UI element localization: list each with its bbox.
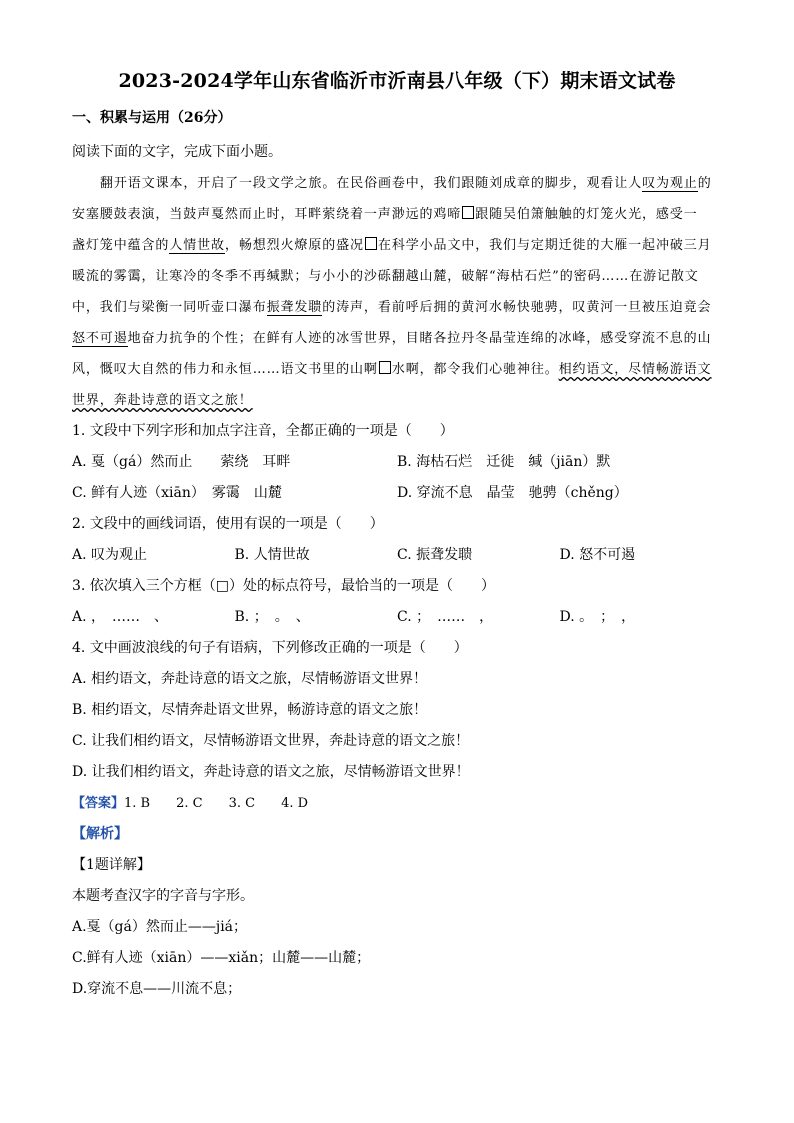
- question-1-options-row: [72, 478, 722, 509]
- underlined-phrase: 怒不可遏: [72, 331, 128, 346]
- answer-item: 4. D: [281, 796, 309, 811]
- option-b: B. 海枯石烂 迁徙 缄（jiān）默: [397, 454, 611, 470]
- underlined-phrase: 人情世故: [169, 238, 225, 253]
- option-d: D. 。 ； ，: [559, 609, 636, 625]
- answer-row: [72, 788, 722, 819]
- option-b: B. ； 。 、: [234, 609, 310, 625]
- analysis-label: 【解析】: [72, 826, 128, 842]
- reading-passage: [72, 168, 722, 416]
- passage-line: 翻开语文课本，开启了一段文学之旅。在民俗画卷中，我们跟随刘成章的脚步，观看让人叹为观止的: [100, 176, 712, 191]
- answer-item: 3. C: [228, 796, 256, 811]
- passage-line: 暖流的雾霭，让寒冷的冬季不再缄默；与小小的沙砾翻越山麓，破解“海枯石烂”的密码……在游记散文: [72, 269, 699, 284]
- blank-box: [365, 237, 377, 250]
- option-d: D. 让我们相约语文，奔赴诗意的语文之旅，尽情畅游语文世界！: [72, 764, 470, 780]
- underlined-phrase: 振聋发聩: [266, 300, 323, 315]
- option-c: C. 让我们相约语文，尽情畅游语文世界，奔赴诗意的语文之旅！: [72, 733, 470, 749]
- question-2-options-row: [72, 540, 722, 571]
- option-c: C. 振聋发聩: [397, 547, 473, 563]
- option-a: A. 戛（gá）然而止 萦绕 耳畔: [72, 454, 291, 470]
- question-2-stem: 2. 文段中的画线词语，使用有误的一项是（ ）: [72, 516, 384, 532]
- analysis-sub-label: 【1题详解】: [72, 857, 151, 873]
- option-a: A. 相约语文，奔赴诗意的语文之旅，尽情畅游语文世界！: [72, 671, 428, 687]
- passage-line: [72, 385, 722, 416]
- option-c: C. 鲜有人迹（xiān） 雾霭 山麓: [72, 485, 282, 501]
- question-1-options-row: [72, 447, 722, 478]
- question-3-options-row: [72, 602, 722, 633]
- option-b: B. 人情世故: [234, 547, 310, 563]
- passage-line: 怒不可遏地奋力抗争的个性；在鲜有人迹的冰雪世界，目睹各拉丹冬晶莹连绵的冰峰，感受穿流不息的山: [72, 331, 712, 346]
- passage-line: 安塞腰鼓表演，当鼓声戛然而止时，耳畔萦绕着一声渺远的鸡啼 跟随吴伯箫触触的灯笼火光，感受一: [72, 207, 698, 222]
- passage-line: 盏灯笼中蕴含的人情世故，畅想烈火燎原的盛况 在科学小品文中，我们与定期迁徙的大雁一起冲破三月: [72, 238, 712, 253]
- passage-line: 中，我们与梁衡一同听壶口瀑布振聋发聩的涛声，看前呼后拥的黄河水畅快驰骋，叹黄河一旦被压迫竟会: [72, 300, 712, 315]
- document-page: [72, 66, 722, 1005]
- analysis-line: A.戛（gá）然而止——jiá；: [72, 919, 248, 935]
- answer-item: 2. C: [176, 796, 203, 811]
- blank-box: [462, 206, 474, 219]
- instruction: 阅读下面的文字，完成下面小题。: [72, 144, 282, 160]
- page-title: 2023-2024学年山东省临沂市沂南县八年级（下）期末语文试卷: [118, 70, 676, 92]
- passage-line: 风，慨叹大自然的伟力和永恒……语文书里的山啊 水啊，都令我们心驰神往。相约语文，尽情畅游语文: [72, 362, 712, 377]
- option-d: D. 穿流不息 晶莹 驰骋（chěng）: [397, 485, 628, 501]
- option-a: A. ， …… 、: [72, 609, 169, 625]
- question-1-stem: 1. 文段中下列字形和加点字注音，全都正确的一项是（ ）: [72, 423, 454, 439]
- question-3-stem: 3. 依次填入三个方框（□）处的标点符号，最恰当的一项是（ ）: [72, 578, 496, 594]
- answer-item: 1. B: [124, 796, 151, 811]
- analysis-line: 本题考查汉字的字音与字形。: [72, 888, 254, 904]
- wavy-underlined-sentence: 相约语文，尽情畅游语文: [558, 362, 712, 377]
- section-title: 一、积累与运用（26分）: [72, 110, 232, 126]
- wavy-underlined-sentence: 世界，奔赴诗意的语文之旅！: [72, 393, 253, 408]
- analysis-line: C.鲜有人迹（xiān）——xiǎn；山麓——山麓；: [72, 950, 371, 966]
- question-4-stem: 4. 文中画波浪线的句子有语病，下列修改正确的一项是（ ）: [72, 640, 468, 656]
- option-b: B. 相约语文，尽情奔赴语文世界，畅游诗意的语文之旅！: [72, 702, 428, 718]
- underlined-phrase: 叹为观止: [642, 176, 698, 191]
- analysis-line: D.穿流不息——川流不息；: [72, 981, 242, 997]
- blank-box: [379, 361, 391, 374]
- option-c: C. ； …… ，: [397, 609, 494, 625]
- option-d: D. 怒不可遏: [559, 547, 636, 563]
- option-a: A. 叹为观止: [72, 547, 148, 563]
- answer-label: 【答案】: [72, 796, 125, 811]
